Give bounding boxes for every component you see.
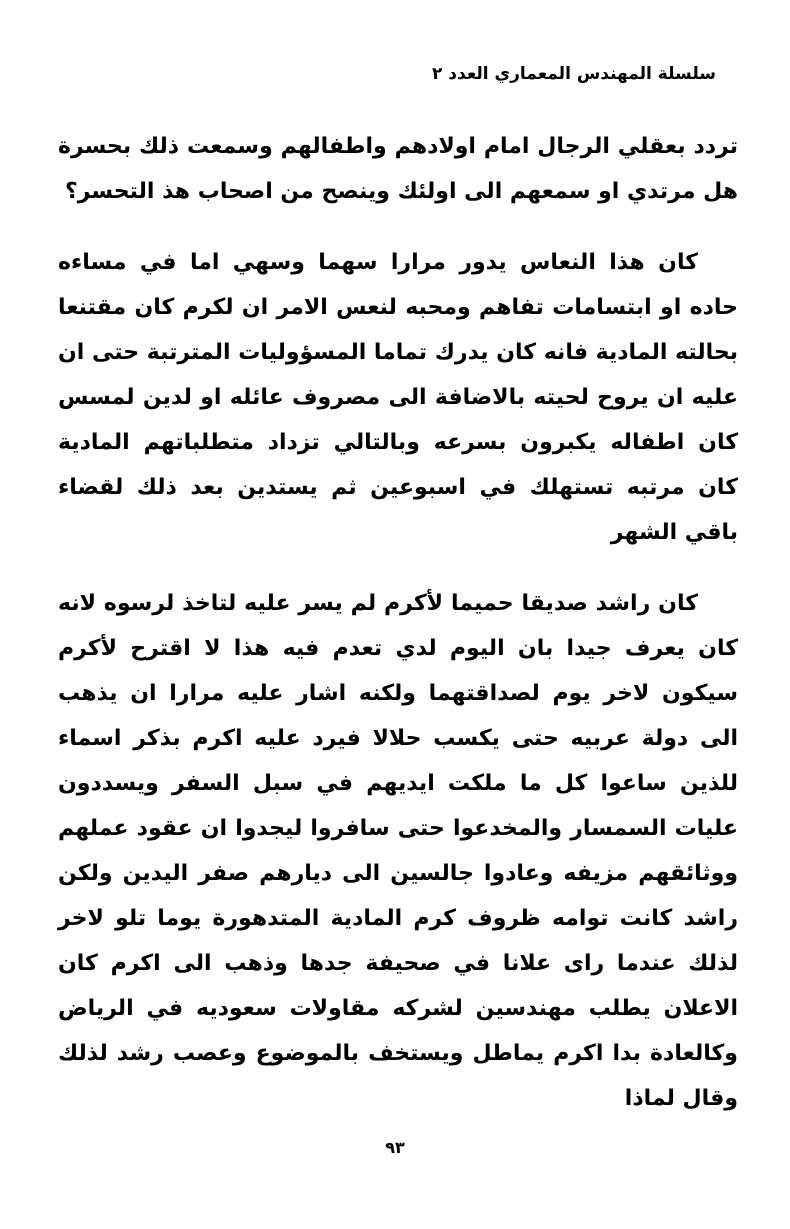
body-text	[58, 124, 738, 1121]
paragraph-3: كان راشد صديقا حميما لأكرم لم يسر عليه لتاخذ لرسوه لانه كان يعرف جيدا بان اليوم لدي تعدم فيه هذا لا اقترح لأكرم سيكون لاخر يوم لصداقتهما ولكنه اشار عليه مرارا ان يذهب الى دولة عربيه حتى يكسب حلالا فيرد عليه اكرم بذكر اسماء للذين ساعوا كل ما ملكت ايديهم في سبل السفر ويسددون عليات السمسار والمخدعوا حتى سافروا ليجدوا ان عقود عملهم ووثائقهم مزيفه وعادوا جالسين الى ديارهم صفر اليدين ولكن راشد كانت توامه ظروف كرم المادية المتدهورة يوما تلو لاخر لذلك عندما راى علانا في صحيفة جدها وذهب الى اكرم كان الاعلان يطلب مهندسين لشركه مقاولات سعوديه في الرياض وكالعادة بدا اكرم يماطل ويستخف بالموضوع وعصب رشد لذلك وقال لماذا	[58, 591, 738, 1111]
paragraph-2: كان هذا النعاس يدور مرارا سهما وسهي اما في مساءه حاده او ابتسامات تفاهم ومحبه لنعس الامر ان لكرم كان مقتنعا بحالته المادية فانه كان يدرك تماما المسؤوليات المترتبة حتى ان عليه ان يروح لحيته بالاضافة الى مصروف عائله او لدين لمسس كان اطفاله يكبرون بسرعه وبالتالي تزداد متطلباتهم المادية كان مرتبه تستهلك في اسبوعين ثم يستدين بعد ذلك لقضاء باقي الشهر	[58, 250, 738, 545]
paragraph-1: تردد بعقلي الرجال امام اولادهم واطفالهم وسمعت ذلك بحسرة هل مرتدي او سمعهم الى اولئك وينصح من اصحاب هذ التحسر؟	[58, 134, 738, 204]
page-number: ٩٣	[385, 1138, 405, 1157]
running-header: سلسلة المهندس المعماري العدد ٢	[431, 64, 716, 84]
